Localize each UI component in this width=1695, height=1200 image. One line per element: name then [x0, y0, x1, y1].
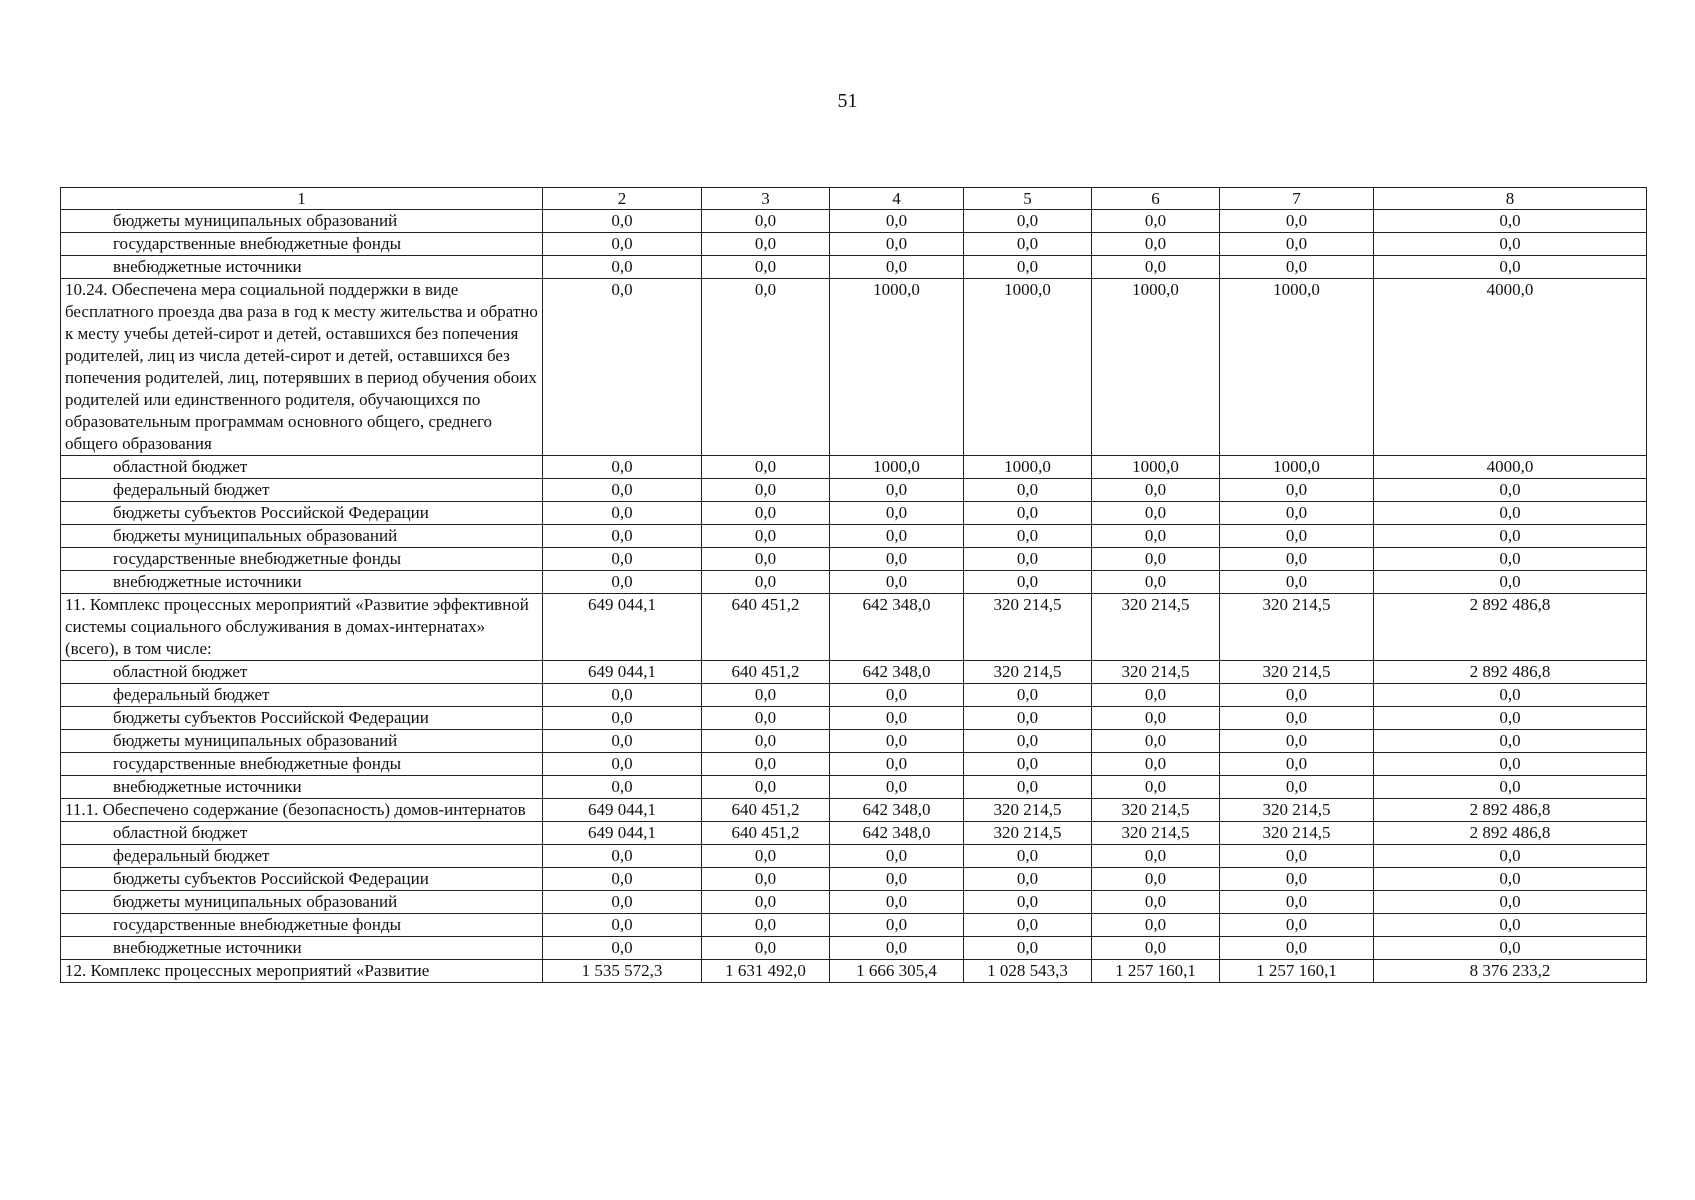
amount-cell: 0,0 [1220, 730, 1374, 753]
amount-cell: 0,0 [964, 233, 1092, 256]
amount-cell: 0,0 [702, 937, 830, 960]
amount-cell: 0,0 [1374, 479, 1647, 502]
funding-source-label: бюджеты субъектов Российской Федерации [61, 868, 543, 891]
amount-cell: 1000,0 [1092, 456, 1220, 479]
amount-cell: 0,0 [1374, 525, 1647, 548]
table-row [61, 707, 1647, 730]
table-row [61, 891, 1647, 914]
amount-cell: 0,0 [1092, 548, 1220, 571]
amount-cell: 0,0 [830, 571, 964, 594]
amount-cell: 2 892 486,8 [1374, 822, 1647, 845]
amount-cell: 0,0 [702, 707, 830, 730]
column-header: 4 [830, 188, 964, 210]
amount-cell: 0,0 [964, 210, 1092, 233]
amount-cell: 1 666 305,4 [830, 960, 964, 983]
amount-cell: 320 214,5 [1220, 661, 1374, 684]
amount-cell: 0,0 [702, 279, 830, 456]
amount-cell: 0,0 [830, 753, 964, 776]
amount-cell: 0,0 [1374, 548, 1647, 571]
amount-cell: 1000,0 [830, 456, 964, 479]
amount-cell: 0,0 [702, 256, 830, 279]
amount-cell: 0,0 [1220, 914, 1374, 937]
amount-cell: 0,0 [1092, 753, 1220, 776]
amount-cell: 640 451,2 [702, 661, 830, 684]
amount-cell: 0,0 [702, 479, 830, 502]
funding-source-label: федеральный бюджет [61, 845, 543, 868]
column-header: 3 [702, 188, 830, 210]
table-row [61, 502, 1647, 525]
amount-cell: 0,0 [543, 753, 702, 776]
budget-table [60, 187, 1647, 983]
amount-cell: 320 214,5 [1220, 799, 1374, 822]
amount-cell: 0,0 [543, 525, 702, 548]
amount-cell: 1000,0 [1092, 279, 1220, 456]
amount-cell: 0,0 [1374, 776, 1647, 799]
table-row [61, 684, 1647, 707]
table-row [61, 730, 1647, 753]
amount-cell: 0,0 [830, 937, 964, 960]
amount-cell: 0,0 [1092, 868, 1220, 891]
amount-cell: 0,0 [1220, 479, 1374, 502]
table-row [61, 594, 1647, 661]
amount-cell: 0,0 [964, 479, 1092, 502]
amount-cell: 320 214,5 [1092, 661, 1220, 684]
amount-cell: 4000,0 [1374, 279, 1647, 456]
funding-source-label: областной бюджет [61, 822, 543, 845]
amount-cell: 0,0 [1092, 479, 1220, 502]
amount-cell: 0,0 [1220, 937, 1374, 960]
amount-cell: 320 214,5 [1092, 799, 1220, 822]
funding-source-label: бюджеты субъектов Российской Федерации [61, 707, 543, 730]
amount-cell: 0,0 [543, 210, 702, 233]
amount-cell: 4000,0 [1374, 456, 1647, 479]
amount-cell: 0,0 [1220, 233, 1374, 256]
amount-cell: 0,0 [830, 845, 964, 868]
table-row [61, 210, 1647, 233]
amount-cell: 0,0 [1374, 210, 1647, 233]
amount-cell: 0,0 [830, 707, 964, 730]
amount-cell: 320 214,5 [964, 822, 1092, 845]
table-row [61, 845, 1647, 868]
funding-source-label: бюджеты муниципальных образований [61, 525, 543, 548]
amount-cell: 0,0 [830, 776, 964, 799]
amount-cell: 640 451,2 [702, 799, 830, 822]
amount-cell: 0,0 [1220, 845, 1374, 868]
amount-cell: 1000,0 [1220, 456, 1374, 479]
amount-cell: 2 892 486,8 [1374, 661, 1647, 684]
amount-cell: 0,0 [543, 279, 702, 456]
amount-cell: 0,0 [1374, 730, 1647, 753]
amount-cell: 642 348,0 [830, 822, 964, 845]
amount-cell: 1000,0 [1220, 279, 1374, 456]
amount-cell: 0,0 [830, 502, 964, 525]
column-header: 6 [1092, 188, 1220, 210]
amount-cell: 0,0 [702, 684, 830, 707]
amount-cell: 0,0 [830, 525, 964, 548]
table-row [61, 279, 1647, 456]
amount-cell: 640 451,2 [702, 822, 830, 845]
amount-cell: 0,0 [830, 684, 964, 707]
amount-cell: 0,0 [543, 571, 702, 594]
amount-cell: 2 892 486,8 [1374, 594, 1647, 661]
amount-cell: 0,0 [702, 753, 830, 776]
funding-source-label: бюджеты муниципальных образований [61, 730, 543, 753]
amount-cell: 0,0 [1220, 502, 1374, 525]
amount-cell: 0,0 [1374, 937, 1647, 960]
funding-source-label: государственные внебюджетные фонды [61, 233, 543, 256]
amount-cell: 0,0 [702, 548, 830, 571]
amount-cell: 0,0 [830, 256, 964, 279]
amount-cell: 0,0 [543, 256, 702, 279]
amount-cell: 0,0 [964, 937, 1092, 960]
amount-cell: 0,0 [702, 891, 830, 914]
amount-cell: 0,0 [964, 548, 1092, 571]
column-header: 2 [543, 188, 702, 210]
amount-cell: 0,0 [1220, 571, 1374, 594]
funding-source-label: внебюджетные источники [61, 256, 543, 279]
table-row [61, 256, 1647, 279]
amount-cell: 0,0 [964, 707, 1092, 730]
amount-cell: 0,0 [964, 868, 1092, 891]
amount-cell: 1000,0 [830, 279, 964, 456]
table-body [61, 210, 1647, 983]
amount-cell: 0,0 [1374, 233, 1647, 256]
funding-source-label: областной бюджет [61, 456, 543, 479]
amount-cell: 0,0 [1220, 210, 1374, 233]
amount-cell: 0,0 [1092, 684, 1220, 707]
amount-cell: 0,0 [964, 502, 1092, 525]
amount-cell: 0,0 [543, 891, 702, 914]
amount-cell: 640 451,2 [702, 594, 830, 661]
table-row [61, 548, 1647, 571]
amount-cell: 642 348,0 [830, 594, 964, 661]
table-row [61, 753, 1647, 776]
amount-cell: 0,0 [1374, 845, 1647, 868]
amount-cell: 0,0 [964, 730, 1092, 753]
amount-cell: 320 214,5 [1220, 822, 1374, 845]
amount-cell: 0,0 [543, 502, 702, 525]
column-header: 1 [61, 188, 543, 210]
table-row [61, 456, 1647, 479]
table-row [61, 233, 1647, 256]
amount-cell: 1 257 160,1 [1092, 960, 1220, 983]
amount-cell: 0,0 [830, 868, 964, 891]
funding-source-label: федеральный бюджет [61, 684, 543, 707]
amount-cell: 0,0 [1092, 571, 1220, 594]
amount-cell: 0,0 [1220, 548, 1374, 571]
amount-cell: 0,0 [702, 845, 830, 868]
amount-cell: 0,0 [1220, 684, 1374, 707]
table-row [61, 776, 1647, 799]
amount-cell: 320 214,5 [1092, 822, 1220, 845]
column-header: 8 [1374, 188, 1647, 210]
amount-cell: 0,0 [830, 891, 964, 914]
amount-cell: 0,0 [1092, 845, 1220, 868]
amount-cell: 0,0 [1092, 233, 1220, 256]
funding-source-label: бюджеты муниципальных образований [61, 210, 543, 233]
amount-cell: 1 535 572,3 [543, 960, 702, 983]
amount-cell: 0,0 [1220, 753, 1374, 776]
amount-cell: 0,0 [1374, 891, 1647, 914]
amount-cell: 0,0 [543, 548, 702, 571]
amount-cell: 1000,0 [964, 279, 1092, 456]
amount-cell: 0,0 [543, 479, 702, 502]
table-row [61, 960, 1647, 983]
amount-cell: 0,0 [1092, 776, 1220, 799]
amount-cell: 0,0 [543, 914, 702, 937]
amount-cell: 0,0 [702, 914, 830, 937]
amount-cell: 0,0 [543, 845, 702, 868]
amount-cell: 649 044,1 [543, 661, 702, 684]
amount-cell: 0,0 [830, 479, 964, 502]
amount-cell: 0,0 [830, 548, 964, 571]
table-row [61, 661, 1647, 684]
amount-cell: 0,0 [830, 210, 964, 233]
amount-cell: 0,0 [964, 525, 1092, 548]
amount-cell: 0,0 [1092, 914, 1220, 937]
amount-cell: 0,0 [830, 914, 964, 937]
amount-cell: 0,0 [702, 730, 830, 753]
amount-cell: 0,0 [1374, 571, 1647, 594]
amount-cell: 0,0 [1092, 210, 1220, 233]
funding-source-label: федеральный бюджет [61, 479, 543, 502]
amount-cell: 320 214,5 [964, 661, 1092, 684]
amount-cell: 0,0 [830, 730, 964, 753]
amount-cell: 0,0 [964, 684, 1092, 707]
amount-cell: 0,0 [964, 776, 1092, 799]
amount-cell: 0,0 [1092, 707, 1220, 730]
amount-cell: 0,0 [543, 684, 702, 707]
amount-cell: 0,0 [543, 730, 702, 753]
amount-cell: 0,0 [830, 233, 964, 256]
amount-cell: 0,0 [1374, 753, 1647, 776]
amount-cell: 0,0 [964, 914, 1092, 937]
amount-cell: 320 214,5 [964, 799, 1092, 822]
amount-cell: 0,0 [1374, 502, 1647, 525]
amount-cell: 0,0 [702, 233, 830, 256]
amount-cell: 649 044,1 [543, 594, 702, 661]
item-description: 11. Комплекс процессных мероприятий «Развитие эффективной системы социального обслуживания в домах-интернатах» (всего), в том числе: [61, 594, 543, 661]
item-description: 12. Комплекс процессных мероприятий «Развитие [61, 960, 543, 983]
amount-cell: 320 214,5 [964, 594, 1092, 661]
amount-cell: 0,0 [543, 937, 702, 960]
amount-cell: 0,0 [964, 256, 1092, 279]
amount-cell: 0,0 [702, 502, 830, 525]
amount-cell: 0,0 [1220, 256, 1374, 279]
table-header-row [61, 188, 1647, 210]
amount-cell: 1000,0 [964, 456, 1092, 479]
amount-cell: 0,0 [702, 776, 830, 799]
amount-cell: 649 044,1 [543, 799, 702, 822]
page-number: 51 [837, 90, 858, 112]
amount-cell: 0,0 [702, 525, 830, 548]
amount-cell: 0,0 [1092, 891, 1220, 914]
amount-cell: 0,0 [964, 845, 1092, 868]
table-row [61, 822, 1647, 845]
amount-cell: 0,0 [1092, 256, 1220, 279]
amount-cell: 0,0 [702, 571, 830, 594]
table-row [61, 799, 1647, 822]
amount-cell: 0,0 [1092, 525, 1220, 548]
amount-cell: 1 257 160,1 [1220, 960, 1374, 983]
amount-cell: 0,0 [1220, 868, 1374, 891]
amount-cell: 0,0 [1092, 937, 1220, 960]
amount-cell: 0,0 [1220, 891, 1374, 914]
amount-cell: 0,0 [1374, 868, 1647, 891]
item-description: 11.1. Обеспечено содержание (безопасность) домов-интернатов [61, 799, 543, 822]
amount-cell: 0,0 [543, 233, 702, 256]
table-row [61, 571, 1647, 594]
amount-cell: 642 348,0 [830, 661, 964, 684]
amount-cell: 0,0 [964, 753, 1092, 776]
amount-cell: 0,0 [1220, 707, 1374, 730]
item-description: 10.24. Обеспечена мера социальной поддержки в виде бесплатного проезда два раза в год к месту жительства и обратно к месту учебы детей-сирот и детей, оставшихся без попечения родителей, лиц из числа детей-сирот и детей, оставшихся без попечения родителей, лиц, потерявших в период обучения обоих родителей или единственного родителя, обучающихся по образовательным программам основного общего, среднего общего образования [61, 279, 543, 456]
amount-cell: 8 376 233,2 [1374, 960, 1647, 983]
column-header: 7 [1220, 188, 1374, 210]
amount-cell: 0,0 [702, 210, 830, 233]
table-row [61, 868, 1647, 891]
amount-cell: 1 631 492,0 [702, 960, 830, 983]
amount-cell: 320 214,5 [1092, 594, 1220, 661]
amount-cell: 0,0 [543, 776, 702, 799]
funding-source-label: внебюджетные источники [61, 937, 543, 960]
funding-source-label: государственные внебюджетные фонды [61, 914, 543, 937]
funding-source-label: бюджеты субъектов Российской Федерации [61, 502, 543, 525]
amount-cell: 0,0 [543, 456, 702, 479]
table-row [61, 937, 1647, 960]
amount-cell: 0,0 [1220, 525, 1374, 548]
amount-cell: 0,0 [1374, 707, 1647, 730]
funding-source-label: государственные внебюджетные фонды [61, 548, 543, 571]
amount-cell: 0,0 [1092, 730, 1220, 753]
amount-cell: 2 892 486,8 [1374, 799, 1647, 822]
funding-source-label: государственные внебюджетные фонды [61, 753, 543, 776]
funding-source-label: областной бюджет [61, 661, 543, 684]
table-row [61, 914, 1647, 937]
amount-cell: 0,0 [964, 891, 1092, 914]
amount-cell: 0,0 [702, 456, 830, 479]
amount-cell: 0,0 [702, 868, 830, 891]
amount-cell: 0,0 [1220, 776, 1374, 799]
amount-cell: 0,0 [543, 868, 702, 891]
funding-source-label: бюджеты муниципальных образований [61, 891, 543, 914]
amount-cell: 0,0 [1374, 684, 1647, 707]
amount-cell: 0,0 [1092, 502, 1220, 525]
amount-cell: 642 348,0 [830, 799, 964, 822]
column-header: 5 [964, 188, 1092, 210]
funding-source-label: внебюджетные источники [61, 776, 543, 799]
amount-cell: 0,0 [1374, 914, 1647, 937]
amount-cell: 0,0 [543, 707, 702, 730]
amount-cell: 320 214,5 [1220, 594, 1374, 661]
table-row [61, 525, 1647, 548]
amount-cell: 649 044,1 [543, 822, 702, 845]
table-row [61, 479, 1647, 502]
amount-cell: 0,0 [964, 571, 1092, 594]
amount-cell: 1 028 543,3 [964, 960, 1092, 983]
amount-cell: 0,0 [1374, 256, 1647, 279]
funding-source-label: внебюджетные источники [61, 571, 543, 594]
